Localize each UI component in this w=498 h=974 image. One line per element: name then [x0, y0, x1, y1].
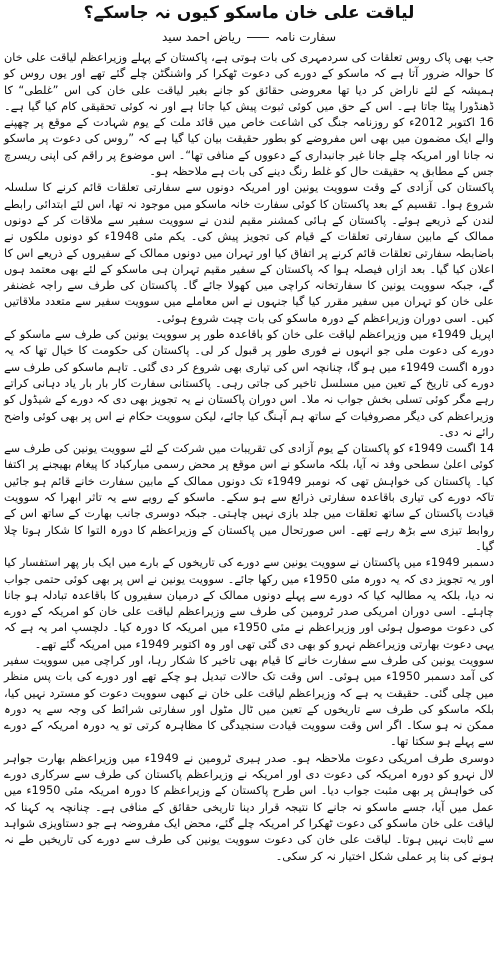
- byline-section: سفارت نامہ: [274, 30, 337, 44]
- byline-rule: [247, 37, 269, 38]
- article-paragraph: سوویت یونین کی طرف سے سفارت خانے کا قیام بھی تاخیر کا شکار رہا، اور کراچی میں سوویت سفیر کی آمد دسمبر 1950ء میں ہوئی۔ اس وقت تک حالات تبدیل ہو چکے تھے اور دورے کی بات پس منظر میں چلی گئی۔ حقیقت یہ ہے کہ وزیراعظم لیاقت علی خان نے کبھی سوویت دعوت کو مسترد نہیں کیا، بلکہ ماسکو کی طرف سے تاریخوں کے تعین میں ٹال مٹول اور سفارتی شرائط کی وجہ سے یہ دورہ ممکن نہ ہو سکا۔ اگر اس وقت سوویت قیادت سنجیدگی کا مظاہرہ کرتی تو یہ دورہ امریکہ کے دورے سے پہلے ہو سکتا تھا۔: [4, 653, 494, 749]
- article-paragraph: جب بھی پاک روس تعلقات کی سردمہری کی بات ہوتی ہے، پاکستان کے پہلے وزیراعظم لیاقت علی خان کا حوالہ ضرور آتا ہے کہ ماسکو کے دورے کی دعوت ٹھکرا کر واشنگٹن چلے گئے تھے اور یوں روس کو ہمیشہ کے لئے ناراض کر دیا تھا معروضی حقائق کو جانے بغیر لیاقت علی خان کی اس ”غلطی“ کا ڈھنڈورا پیٹا جاتا ہے۔ اس کے حق میں کوئی ثبوت پیش کیا جاتا ہے اور نہ کوئی تحقیقی کام کیا گیا ہے۔ 16 اکتوبر 2012ء کو روزنامہ جنگ کی اشاعت خاص میں قائد ملت کے یوم شہادت کے موقع پر چھپنے والے ایک مضمون میں بھی اس مفروضے کو بطور حقیقت بیان کیا گیا ہے کہ ”روس کی دعوت پر ماسکو نہ جانا اور امریکہ چلے جانا غیر جانبداری کے دعووں کے منافی تھا“۔ اس موضوع پر راقم کی اپنی ریسرچ جس کے مطابق یہ حقیقت حال کو غلط رنگ دینے کی بات ہے ملاحظہ ہو۔: [4, 51, 494, 179]
- article-paragraph: دسمبر 1949ء میں پاکستان نے سوویت یونین سے دورے کی تاریخوں کے بارے میں ایک بار پھر استفسار کیا اور یہ تجویز دی کہ یہ دورہ مئی 1950ء میں رکھا جائے۔ سوویت یونین نے اس پر بھی کوئی حتمی جواب نہ دیا، بلکہ یہ مطالبہ کیا کہ دورے سے پہلے دونوں ممالک کے درمیان سفیروں کا باقاعدہ تبادلہ ہو جانا چاہئے۔ اسی دوران امریکی صدر ٹرومین کی طرف سے وزیراعظم لیاقت علی خان کو امریکہ کے دورے کی دعوت موصول ہوئی اور وزیراعظم نے مئی 1950ء میں امریکہ کا دورہ کیا۔ دلچسپ امر یہ ہے کہ یہی دعوت بھارتی وزیراعظم نہرو کو بھی دی گئی تھی اور وہ اکتوبر 1949ء میں امریکہ گئے تھے۔: [4, 556, 494, 651]
- article-paragraph: دوسری طرف امریکی دعوت ملاحظہ ہو۔ صدر ہیری ٹرومین نے 1949ء میں وزیراعظم بھارت جواہر لال نہرو کو دورہ امریکہ کی دعوت دی اور امریکہ نے وزیراعظم پاکستان کی طرف سے سرکاری دورے کی خواہش پر بھی مثبت جواب دیا۔ اس طرح پاکستان کے وزیراعظم کا دورہ امریکہ مئی 1950ء میں عمل میں آیا، جسے ماسکو نہ جانے کا نتیجہ قرار دینا تاریخی حقائق کے منافی ہے۔ چنانچہ یہ کہنا کہ لیاقت علی خان ماسکو کی دعوت ٹھکرا کر امریکہ چلے گئے، محض ایک مفروضہ ہے جو دستاویزی شواہد سے ثابت نہیں ہوتا۔ لیاقت علی خان کی دعوت سوویت یونین کی طرف سے دورے کی تاریخیں طے نہ ہونے کی بنا پر عملی شکل اختیار نہ کر سکی۔: [4, 751, 494, 863]
- article-paragraph: 14 اگست 1949ء کو پاکستان کے یوم آزادی کی تقریبات میں شرکت کے لئے سوویت یونین کی طرف سے کوئی اعلیٰ سطحی وفد نہ آیا، بلکہ ماسکو نے اس موقع پر محض رسمی مبارکباد کا پیغام بھیجنے پر اکتفا کیا۔ پاکستان کی خواہش تھی کہ نومبر 1949ء تک دونوں ممالک کے مابین سفارت خانے قائم ہو جائیں تاکہ دورے کی تیاری باقاعدہ سفارتی ذرائع سے ہو سکے۔ ماسکو کے رویے سے یہ تاثر ابھرا کہ سوویت قیادت پاکستان کے ساتھ تعلقات میں جلد بازی نہیں چاہتی۔ جبکہ دوسری جانب بھارت کے ساتھ اس کے روابط تیزی سے بڑھ رہے تھے۔ اس صورتحال میں پاکستان کے وزیراعظم کا دورہ التوا کا شکار ہوتا چلا گیا۔: [4, 442, 495, 553]
- article-headline: لیاقت علی خان ماسکو کیوں نہ جاسکے؟: [83, 3, 415, 23]
- article-paragraph: پاکستان کی آزادی کے وقت سوویت یونین اور امریکہ دونوں سے سفارتی تعلقات قائم کرنے کا سلسلہ شروع ہوا۔ تقسیم کے بعد پاکستان کا کوئی سفارت خانہ ماسکو میں موجود نہ تھا، اس لئے ابتدائی رابطے لندن کے ذریعے ہوئے۔ پاکستان کے ہائی کمشنر مقیم لندن نے سوویت سفیر سے ملاقات کر کے دونوں ممالک کے مابین سفارتی تعلقات کے قیام کی تجویز پیش کی۔ یکم مئی 1948ء کو دونوں ملکوں نے باضابطہ سفارتی تعلقات قائم کرنے پر اتفاق کیا اور تہران میں دونوں ممالک کے سفیروں کے ذریعے اس کا اعلان کیا گیا۔ بعد ازاں فیصلہ ہوا کہ پاکستان کے سفیر مقیم تہران ہی ماسکو کے لئے بھی معتمد ہوں گے، جبکہ سوویت یونین کا سفارتخانہ کراچی میں کھولا جائے گا۔ پاکستان کی طرف سے راجہ غضنفر علی خان کو تہران میں سفیر مقرر کیا گیا جنہوں نے اس معاملے میں سوویت سفیر سے متعدد ملاقاتیں کیں۔ اسی دوران وزیراعظم کے دورہ ماسکو کی بات چیت شروع ہوئی۔: [4, 181, 495, 325]
- byline-author: ریاض احمد سید: [161, 30, 241, 44]
- article-paragraph: اپریل 1949ء میں وزیراعظم لیاقت علی خان کو باقاعدہ طور پر سوویت یونین کی طرف سے ماسکو کے دورے کی دعوت ملی جو انہوں نے فوری طور پر قبول کر لی۔ پاکستان کی حکومت کا خیال تھا کہ یہ دورہ اگست 1949ء میں ہو گا، چنانچہ اس کی تیاری بھی شروع کر دی گئی۔ تاہم ماسکو کی طرف سے دورے کی تاریخ کے تعین میں مسلسل تاخیر کی جاتی رہی۔ پاکستانی سفارت کار بار بار یاد دہانی کراتے رہے مگر کوئی تسلی بخش جواب نہ ملا۔ اس دوران پاکستان نے یہ تجویز بھی دی کہ دورے کے شیڈول کو وزیراعظم کی دیگر مصروفیات کے ساتھ ہم آہنگ کیا جائے، لیکن سوویت حکام نے اس پر بھی کوئی واضح رائے نہ دی۔: [4, 328, 495, 439]
- byline: [4, 28, 494, 46]
- article-body: [4, 50, 494, 865]
